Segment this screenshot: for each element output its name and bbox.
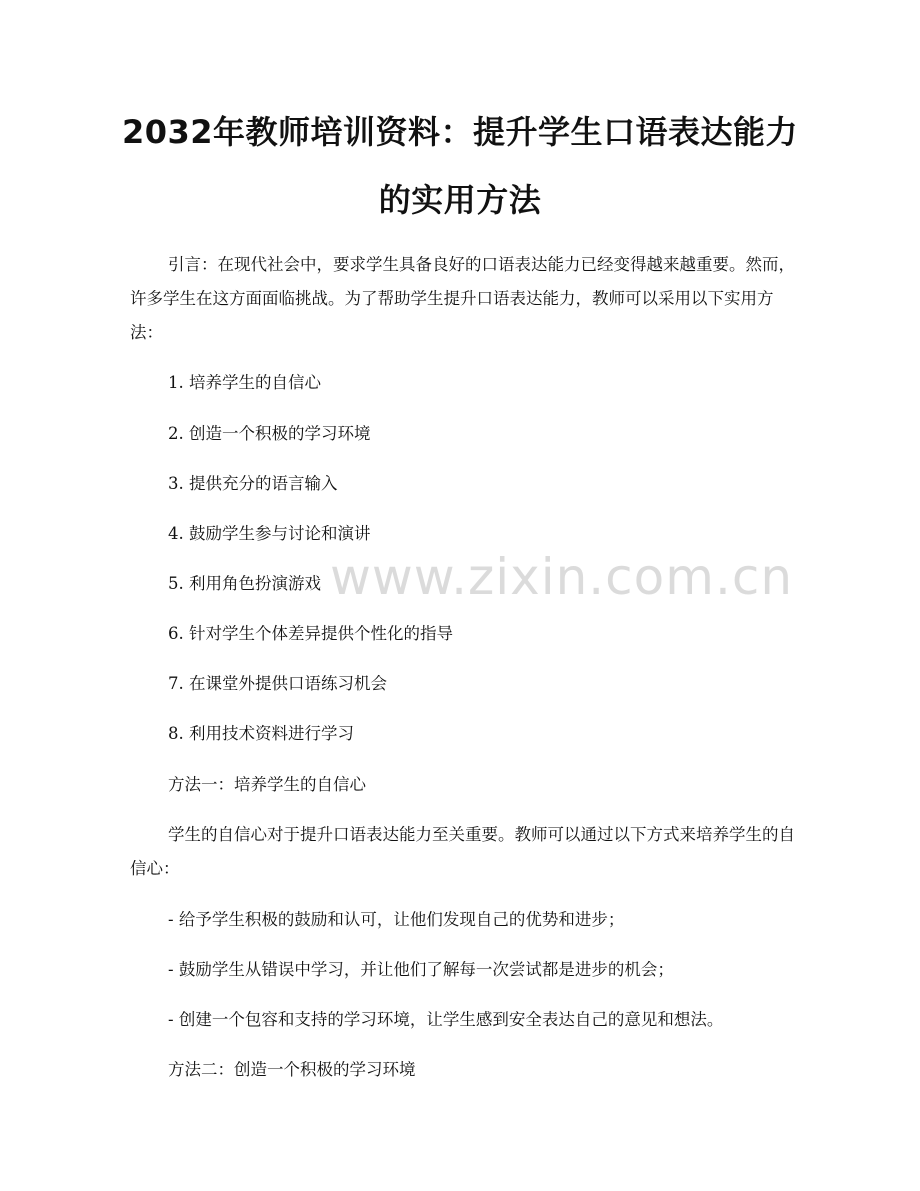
list-item-2: 2. 创造一个积极的学习环境	[168, 424, 371, 443]
document-title: 2032年教师培训资料：提升学生口语表达能力的实用方法	[121, 113, 799, 219]
method1-heading: 方法一：培养学生的自信心	[168, 775, 366, 794]
method1-point-2: - 鼓励学生从错误中学习，并让他们了解每一次尝试都是进步的机会；	[168, 960, 674, 979]
list-item-6: 6. 针对学生个体差异提供个性化的指导	[168, 624, 453, 643]
list-item-7: 7. 在课堂外提供口语练习机会	[168, 674, 387, 693]
intro-paragraph: 引言：在现代社会中，要求学生具备良好的口语表达能力已经变得越来越重要。然而，许多学生在这方面面临挑战。为了帮助学生提升口语表达能力，教师可以采用以下实用方法：	[130, 255, 795, 342]
method1-body: 学生的自信心对于提升口语表达能力至关重要。教师可以通过以下方式来培养学生的自信心：	[130, 825, 795, 878]
method1-point-1: - 给予学生积极的鼓励和认可，让他们发现自己的优势和进步；	[168, 910, 625, 929]
list-item-1: 1. 培养学生的自信心	[168, 373, 321, 392]
list-item-4: 4. 鼓励学生参与讨论和演讲	[168, 524, 371, 543]
list-item-5: 5. 利用角色扮演游戏	[168, 574, 321, 593]
method2-heading: 方法二：创造一个积极的学习环境	[168, 1060, 416, 1079]
method1-point-3: - 创建一个包容和支持的学习环境，让学生感到安全表达自己的意见和想法。	[168, 1010, 724, 1029]
watermark: www.zixin.com.cn	[330, 548, 794, 606]
list-item-3: 3. 提供充分的语言输入	[168, 474, 338, 493]
list-item-8: 8. 利用技术资料进行学习	[168, 724, 354, 743]
